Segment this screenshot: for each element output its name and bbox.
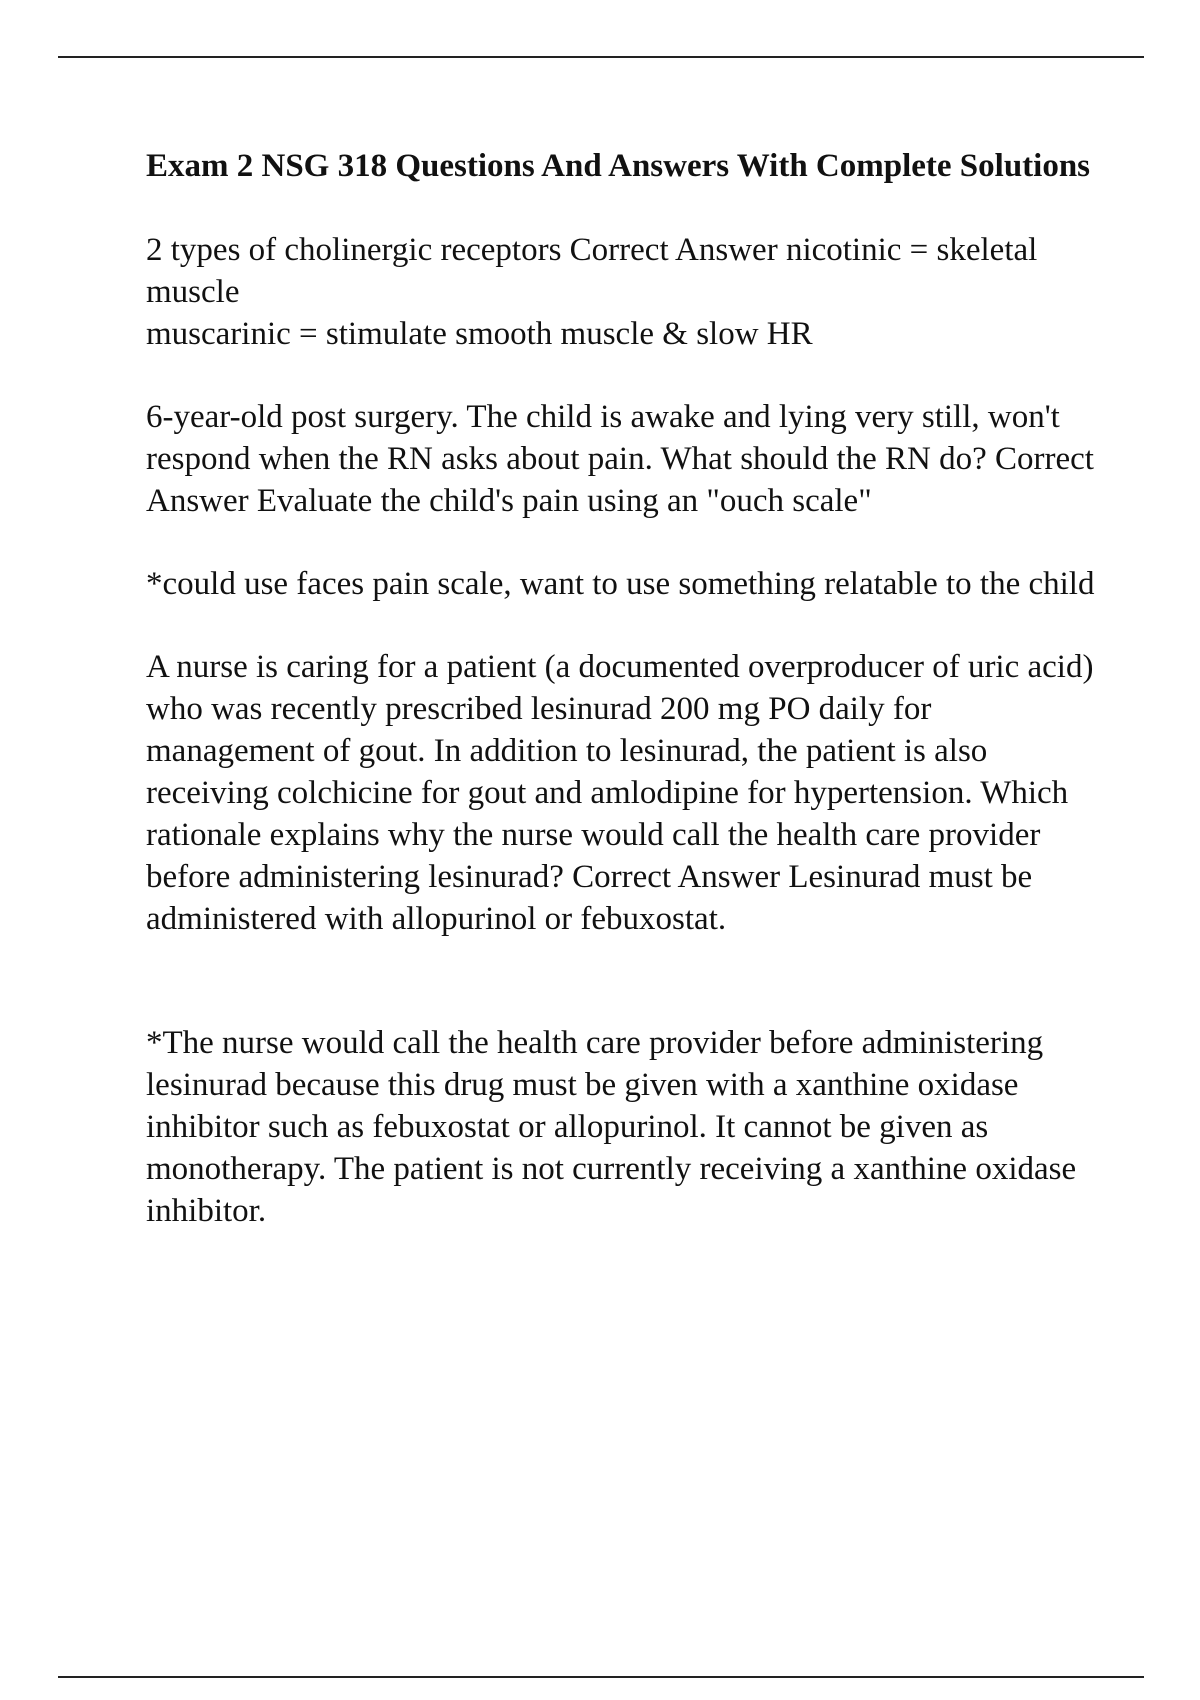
bottom-divider: [58, 1676, 1144, 1678]
paragraph-lesinurad-rationale: *The nurse would call the health care provider before administering lesinurad because this drug must be given with a xanthine oxidase inhibitor such as febuxostat or allopurinol. It cannot be given as monotherapy. The patient is not currently receiving a xanthine oxidase inhibitor.: [146, 1025, 1077, 1229]
paragraph-faces-pain-scale: *could use faces pain scale, want to use something relatable to the child: [146, 566, 1095, 602]
document-title: Exam 2 NSG 318 Questions And Answers With Complete Solutions: [146, 148, 1091, 184]
top-divider: [58, 56, 1144, 58]
paragraph-post-surgery-pain: 6-year-old post surgery. The child is awake and lying very still, won't respond when the RN asks about pain. What should the RN do? Correct Answer Evaluate the child's pain using an "ouch scale": [146, 399, 1094, 519]
paragraph-lesinurad-question: A nurse is caring for a patient (a documented overproducer of uric acid) who was recently prescribed lesinurad 200 mg PO daily for management of gout. In addition to lesinurad, the patient is also receiving colchicine for gout and amlodipine for hypertension. Which rationale explains why the nurse would call the health care provider before administering lesinurad? Correct Answer Lesinurad must be administered with allopurinol or febuxostat.: [146, 649, 1094, 937]
paragraph-cholinergic-receptors: 2 types of cholinergic receptors Correct Answer nicotinic = skeletal muscle muscarinic = stimulate smooth muscle & slow HR: [146, 232, 1038, 352]
document-body: [146, 146, 1106, 1232]
